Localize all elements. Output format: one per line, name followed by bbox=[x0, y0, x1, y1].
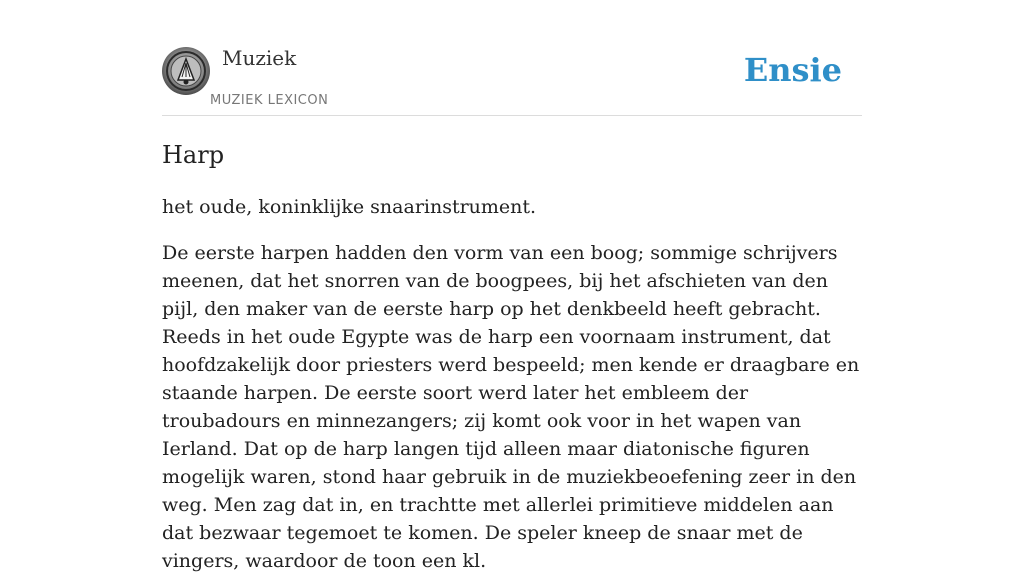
entry-body: De eerste harpen hadden den vorm van een boog; sommige schrijvers meenen, dat het snorren van de boogpees, bij het afschieten van den pijl, den maker van de eerste harp op het denkbeeld heeft gebracht. Reeds in het oude Egypte was de harp een voornaam instrument, dat hoofdzakelijk door priesters werd bespeeld; men kende er draagbare en staande harpen. De eerste soort werd later het embleem der troubadours en minnezangers; zij komt ook voor in het wapen van Ierland. Dat op de harp langen tijd alleen maar diatonische figuren mogelijk waren, stond haar gebruik in de muziekbeoefening zeer in den weg. Men zag dat in, en trachtte met allerlei primitieve middelen aan dat bezwaar tegemoet te komen. De speler kneep de snaar met de vingers, waardoor de toon een kl. bbox=[162, 242, 860, 572]
entry-lead: het oude, koninklijke snaarinstrument. bbox=[162, 196, 537, 218]
page-header bbox=[162, 0, 862, 116]
harp-emblem-icon bbox=[162, 47, 210, 95]
avatar[interactable] bbox=[162, 47, 210, 95]
brand-logo-link[interactable]: Ensie bbox=[743, 51, 842, 89]
source-subtitle[interactable]: MUZIEK LEXICON bbox=[210, 93, 329, 108]
source-title[interactable]: Muziek bbox=[222, 46, 297, 70]
entry-title: Harp bbox=[162, 141, 225, 169]
